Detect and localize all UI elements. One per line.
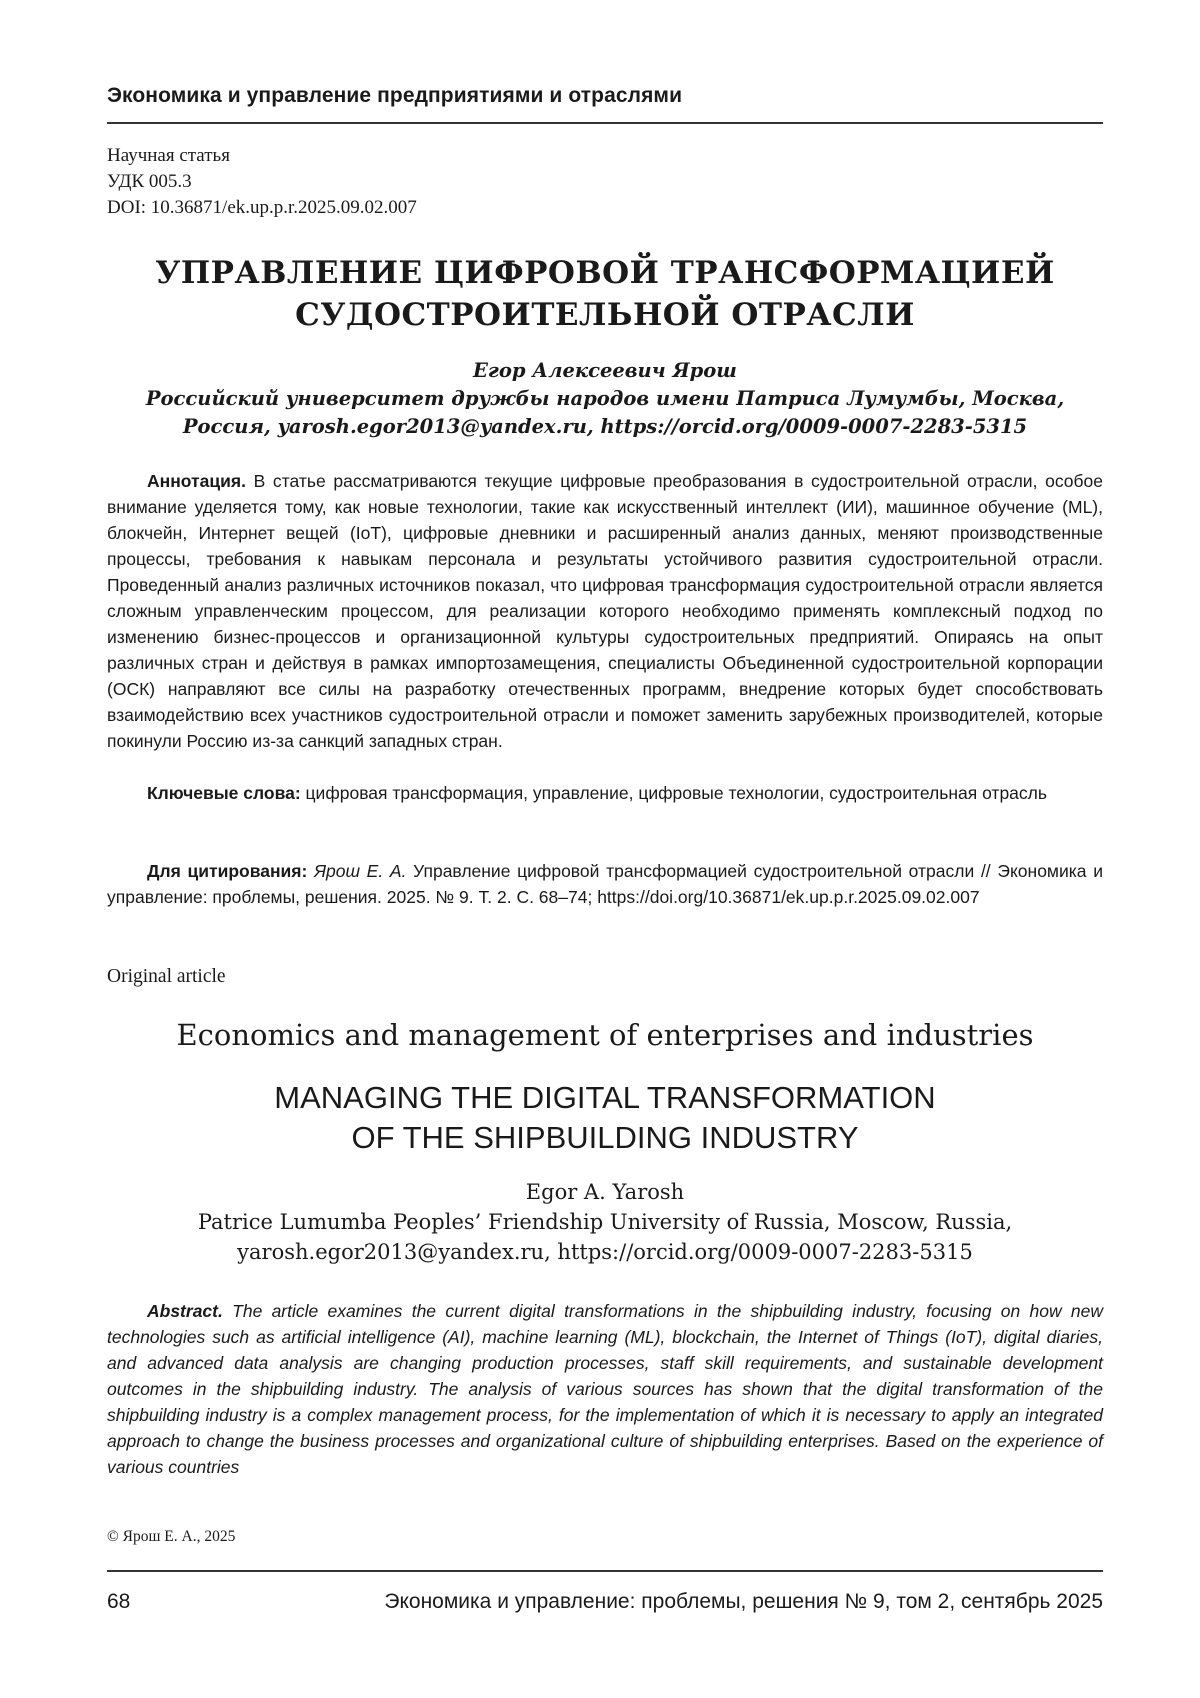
doi: DOI: 10.36871/ek.up.p.r.2025.09.02.007	[107, 197, 417, 218]
ru-affiliation-line-1: Российский университет дружбы народов имени Патриса Лумумбы, Москва,	[145, 387, 1065, 410]
ru-title-line-1: УПРАВЛЕНИЕ ЦИФРОВОЙ ТРАНСФОРМАЦИЕЙ	[155, 255, 1055, 291]
en-affiliation-line-2: yarosh.egor2013@yandex.ru, https://orcid.org/0009-0007-2283-5315	[237, 1240, 973, 1264]
ru-citation	[107, 858, 1103, 910]
copyright-note: © Ярош Е. А., 2025	[107, 1528, 236, 1545]
footer-divider	[107, 1570, 1103, 1572]
ru-citation-author: Ярош Е. А.	[314, 861, 407, 881]
page-number: 68	[107, 1590, 131, 1613]
udc-code: УДК 005.3	[107, 171, 192, 192]
ru-abstract-text: В статье рассматриваются текущие цифровые преобразования в судостроительной отрасли, особое внимание уделяется тому, как новые технологии, такие как искусственный интеллект (ИИ), машинное обучение (ML), блокчейн, Интернет вещей (IoT), цифровые дневники и расширенный анализ данных, меняют производственные процессы, требования к навыкам персонала и результаты устойчивого развития судостроительной отрасли. Проведенный анализ различных источников показал, что цифровая трансформация судостроительной отрасли является сложным управленческим процессом, для реализации которого необходимо применять комплексный подход по изменению бизнес-процессов и организационной культуры судостроительных предприятий. Опираясь на опыт различных стран и действуя в рамках импортозамещения, специалисты Объединенной судостроительной корпорации (ОСК) направляют все силы на разработку отечественных программ, внедрение которых будет способствовать взаимодействию всех участников судостроительной отрасли и поможет заменить зарубежных производителей, которые покинули Россию из-за санкций западных стран.	[107, 471, 1103, 751]
ru-affiliation-line-2: Россия, yarosh.egor2013@yandex.ru, https://orcid.org/0009-0007-2283-5315	[182, 415, 1028, 438]
en-author-block	[107, 1177, 1103, 1267]
ru-keywords-text: цифровая трансформация, управление, цифровые технологии, судостроительная отрасль	[300, 783, 1047, 803]
en-section-header: Economics and management of enterprises and industries	[176, 1018, 1034, 1052]
en-title-line-2: OF THE SHIPBUILDING INDUSTRY	[351, 1120, 859, 1155]
article-meta	[107, 143, 417, 221]
en-abstract-text: The article examines the current digital transformations in the shipbuilding industry, focusing on how new technologies such as artificial intelligence (AI), machine learning (ML), blockchain, the Internet of Things (IoT), digital diaries, and advanced data analysis are changing production processes, staff skill requirements, and sustainable development outcomes in the shipbuilding industry. The analysis of various sources has shown that the digital transformation of the shipbuilding industry is a complex management process, for the implementation of which it is necessary to apply an integrated approach to change the business processes and organizational culture of shipbuilding enterprises. Based on the experience of various countries	[107, 1301, 1103, 1477]
ru-keywords-label: Ключевые слова:	[147, 783, 301, 803]
ru-citation-label: Для цитирования:	[147, 861, 308, 881]
ru-author-block	[107, 357, 1103, 441]
ru-keywords	[107, 780, 1103, 806]
article-type: Научная статья	[107, 145, 230, 166]
journal-footer: Экономика и управление: проблемы, решения № 9, том 2, сентябрь 2025	[384, 1590, 1103, 1613]
ru-author-name: Егор Алексеевич Ярош	[473, 359, 737, 382]
ru-article-title	[107, 252, 1103, 336]
journal-section-header: Экономика и управление предприятиями и отраслями	[107, 84, 683, 107]
ru-abstract-label: Аннотация.	[147, 471, 246, 491]
header-divider	[107, 122, 1103, 124]
en-abstract-label: Abstract.	[147, 1301, 223, 1321]
en-article-title	[107, 1078, 1103, 1158]
en-abstract	[107, 1298, 1103, 1480]
ru-citation-text: Управление цифровой трансформацией судостроительной отрасли // Экономика и управление: проблемы, решения. 2025. № 9. Т. 2. С. 68–74; https://doi.org/10.36871/ek.up.p.r.2025.09.02.007	[107, 861, 1103, 907]
ru-title-line-2: СУДОСТРОИТЕЛЬНОЙ ОТРАСЛИ	[295, 297, 915, 333]
en-author-name: Egor A. Yarosh	[525, 1180, 685, 1204]
ru-abstract	[107, 468, 1103, 754]
en-article-type: Original article	[107, 966, 226, 987]
en-title-line-1: MANAGING THE DIGITAL TRANSFORMATION	[274, 1080, 936, 1115]
en-affiliation-line-1: Patrice Lumumba Peoples’ Friendship University of Russia, Moscow, Russia,	[197, 1210, 1013, 1234]
